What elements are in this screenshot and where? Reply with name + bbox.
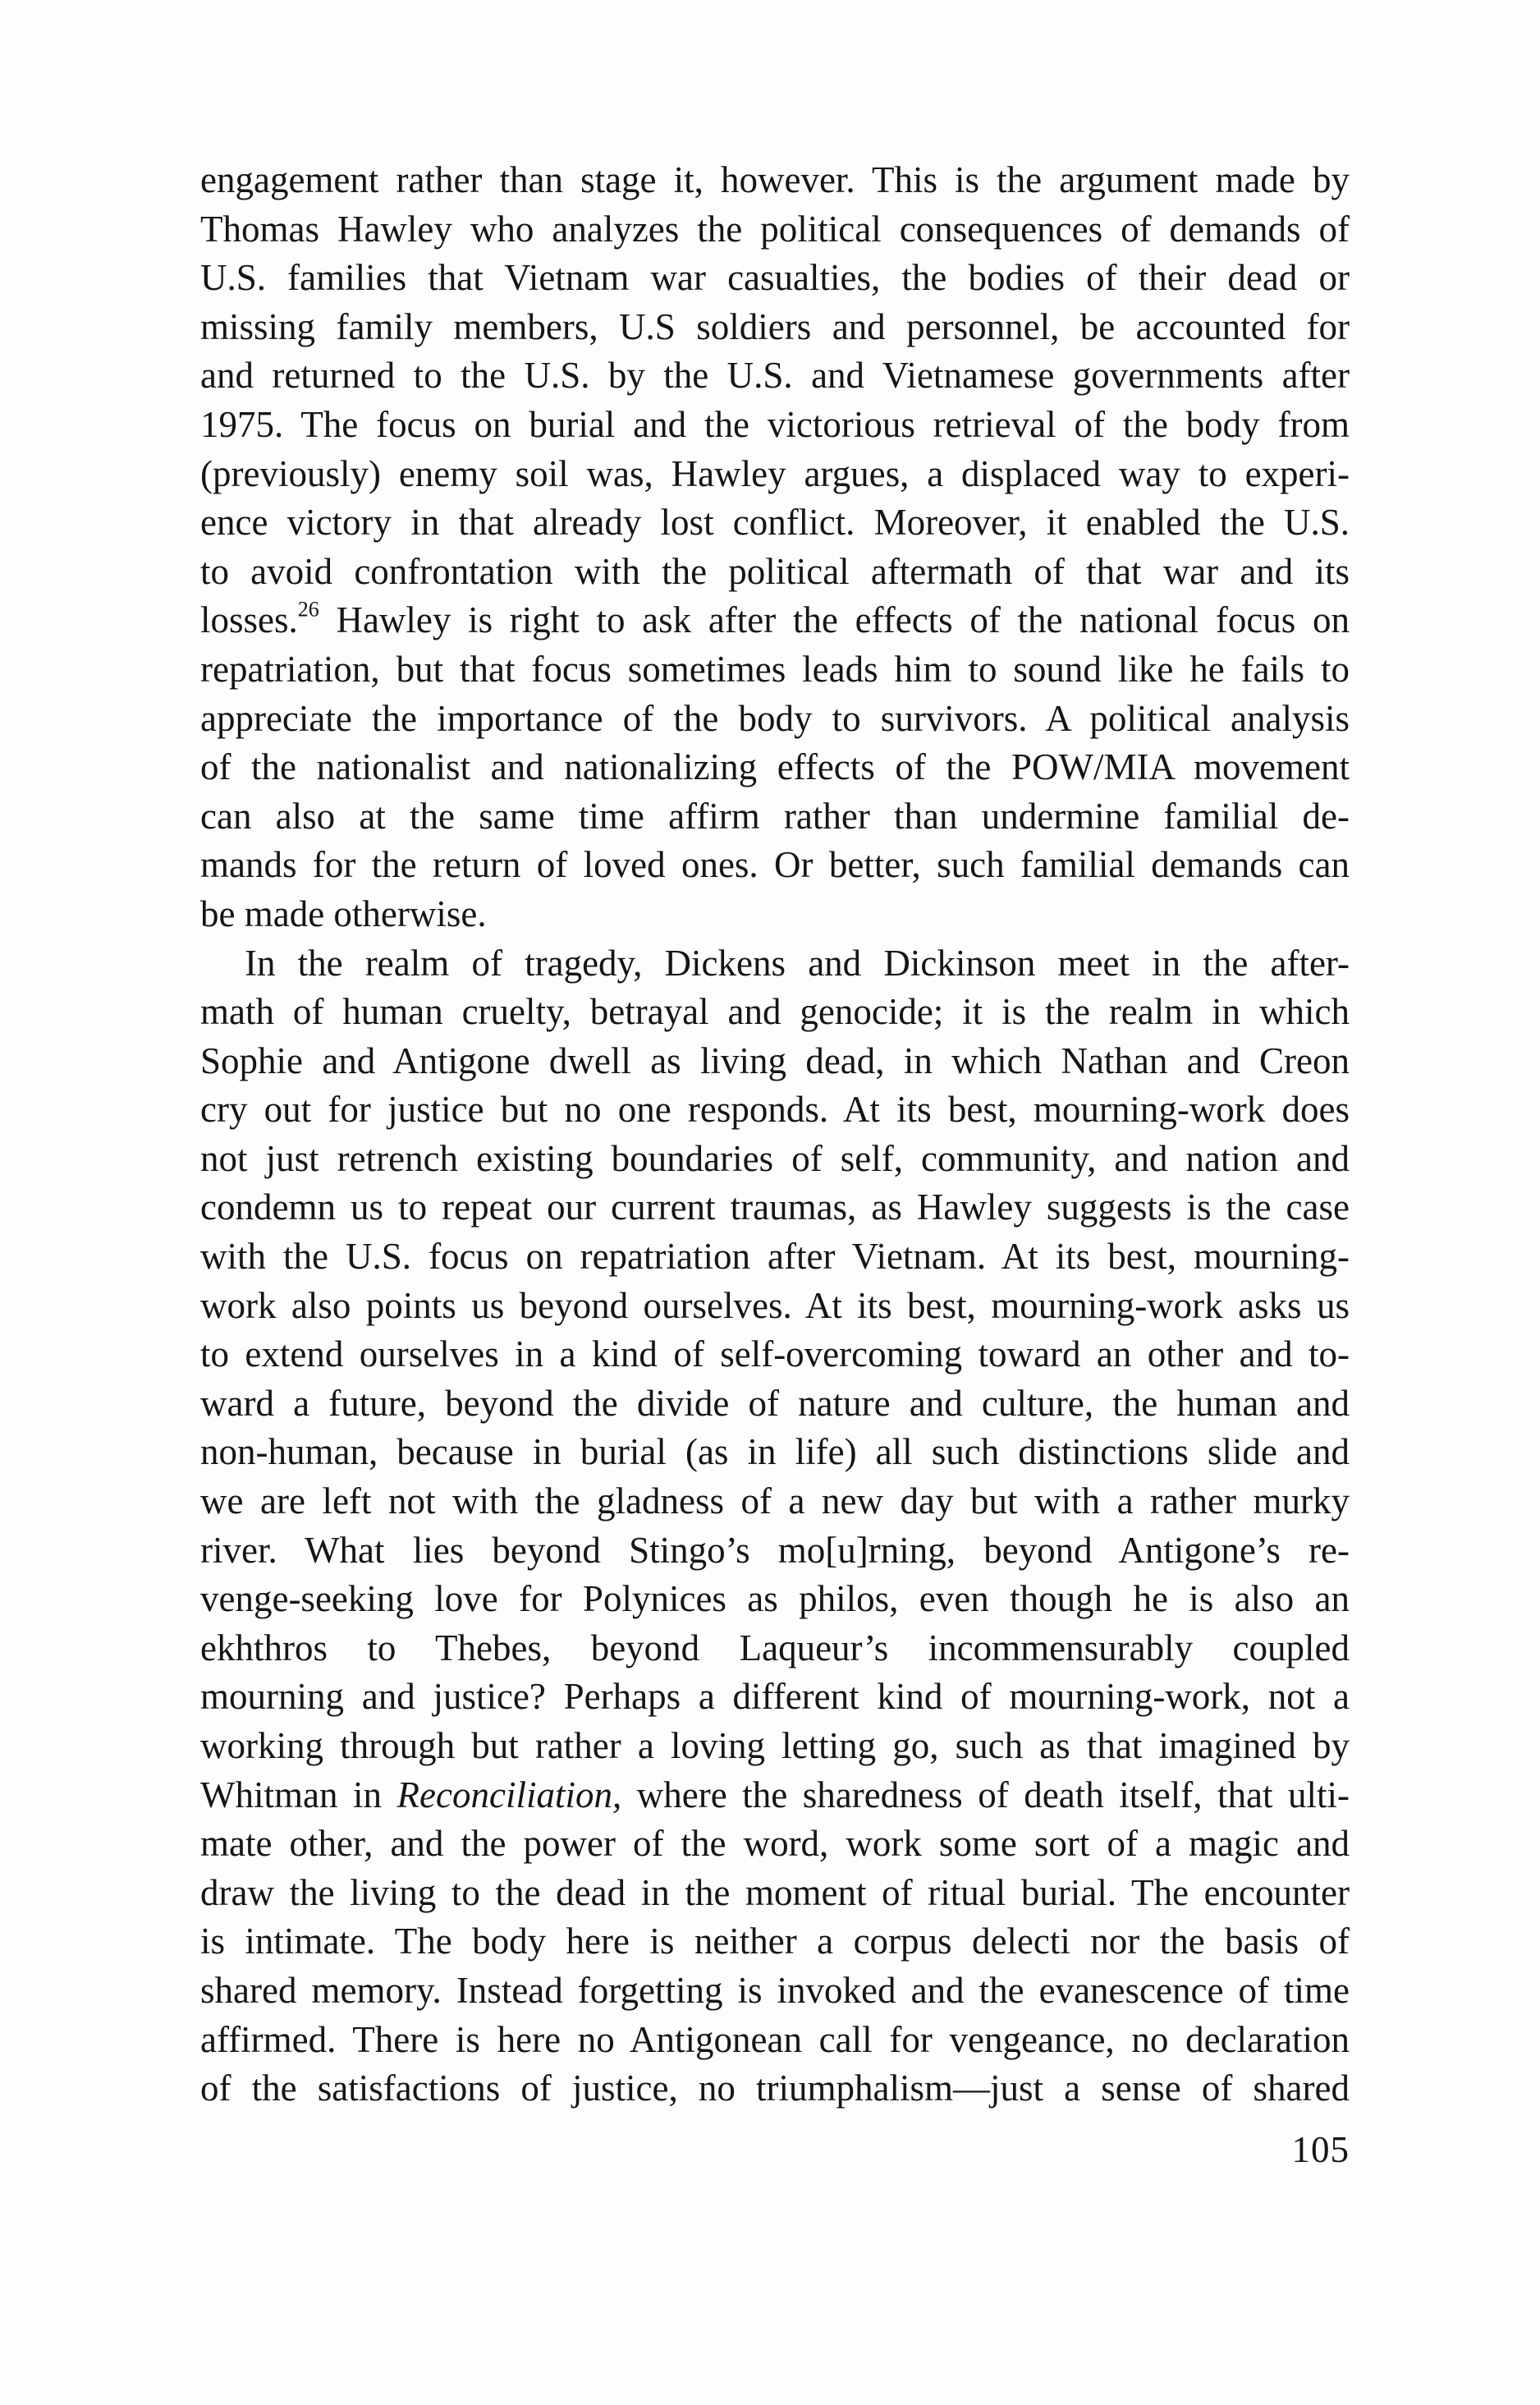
text-line: is intimate. The body here is neither a corpus delecti nor the basis of — [200, 1921, 1350, 1962]
text-line: (previously) enemy soil was, Hawley argues, a displaced way to experi- — [200, 452, 1350, 494]
text-line: mourning and justice? Perhaps a different kind of mourning-work, not a — [200, 1676, 1350, 1718]
text-line: not just retrench existing boundaries of self, community, and nation and — [200, 1137, 1350, 1179]
text-line: engagement rather than stage it, however. This is the argument made by — [200, 159, 1350, 200]
text-line-with-title — [200, 1771, 1350, 1820]
text-line: Thomas Hawley who analyzes the political consequences of demands of — [200, 208, 1350, 250]
text-line: shared memory. Instead forgetting is invoked and the evanescence of time — [200, 1969, 1350, 2011]
line-remainder: Hawley is right to ask after the effects of the national focus on — [336, 599, 1350, 641]
text-line: working through but rather a loving letting go, such as that imagined by — [200, 1725, 1350, 1766]
text-line: work also points us beyond ourselves. At its best, mourning-work asks us — [200, 1284, 1350, 1326]
page-number: 105 — [1291, 2129, 1350, 2170]
text-line: Sophie and Antigone dwell as living dead, in which Nathan and Creon — [200, 1040, 1350, 1081]
text-line: mands for the return of loved ones. Or better, such familial demands can — [200, 844, 1350, 886]
text-line: can also at the same time affirm rather than undermine familial de- — [200, 795, 1350, 837]
text-line: appreciate the importance of the body to survivors. A political analysis — [200, 697, 1350, 739]
text-line: condemn us to repeat our current traumas, as Hawley suggests is the case — [200, 1186, 1350, 1228]
text-line: of the satisfactions of justice, no triumphalism—just a sense of shared — [200, 2068, 1350, 2109]
text-line: with the U.S. focus on repatriation after Vietnam. At its best, mourning- — [200, 1236, 1350, 1278]
text-line: be made otherwise. — [200, 893, 487, 934]
line-prefix: losses. — [200, 599, 298, 641]
text-line: ence victory in that already lost conflict. Moreover, it enabled the U.S. — [200, 502, 1350, 544]
text-line-with-footnote — [200, 596, 1350, 645]
text-line: non-human, because in burial (as in life) all such distinctions slide and — [200, 1431, 1350, 1473]
text-line: ward a future, beyond the divide of nature and culture, the human and — [200, 1382, 1350, 1424]
text-line: missing family members, U.S soldiers and personnel, be accounted for — [200, 305, 1350, 347]
text-line: to extend ourselves in a kind of self-overcoming toward an other and to- — [200, 1333, 1350, 1375]
text-line: we are left not with the gladness of a new day but with a rather murky — [200, 1480, 1350, 1522]
text-line: of the nationalist and nationalizing effects of the POW/MIA movement — [200, 746, 1350, 788]
text-line: mate other, and the power of the word, work some sort of a magic and — [200, 1823, 1350, 1865]
paragraph-first-line: In the realm of tragedy, Dickens and Dickinson meet in the after- — [245, 942, 1350, 984]
text-line: venge-seeking love for Polynices as philos, even though he is also an — [200, 1578, 1350, 1620]
body-text — [200, 156, 1350, 2114]
text-line: math of human cruelty, betrayal and genocide; it is the realm in which — [200, 991, 1350, 1033]
text-line: and returned to the U.S. by the U.S. and Vietnamese governments after — [200, 355, 1350, 397]
text-line: cry out for justice but no one responds. At its best, mourning-work does — [200, 1089, 1350, 1131]
footnote-marker[interactable]: 26 — [297, 597, 319, 622]
text-line: repatriation, but that focus sometimes leads him to sound like he fails to — [200, 648, 1350, 690]
text-line: draw the living to the dead in the moment of ritual burial. The encounter — [200, 1871, 1350, 1913]
text-line: U.S. families that Vietnam war casualties, the bodies of their dead or — [200, 257, 1350, 299]
text-line: river. What lies beyond Stingo’s mo[u]rning, beyond Antigone’s re- — [200, 1529, 1350, 1571]
work-title: Reconciliation, — [396, 1774, 622, 1815]
text-line: 1975. The focus on burial and the victorious retrieval of the body from — [200, 403, 1350, 445]
text-line: ekhthros to Thebes, beyond Laqueur’s incommensurably coupled — [200, 1627, 1350, 1668]
line-prefix: Whitman in — [200, 1774, 382, 1815]
line-remainder: where the sharedness of death itself, that ulti- — [636, 1774, 1350, 1815]
text-line: to avoid confrontation with the political aftermath of that war and its — [200, 550, 1350, 592]
text-line: affirmed. There is here no Antigonean call for vengeance, no declaration — [200, 2018, 1350, 2060]
